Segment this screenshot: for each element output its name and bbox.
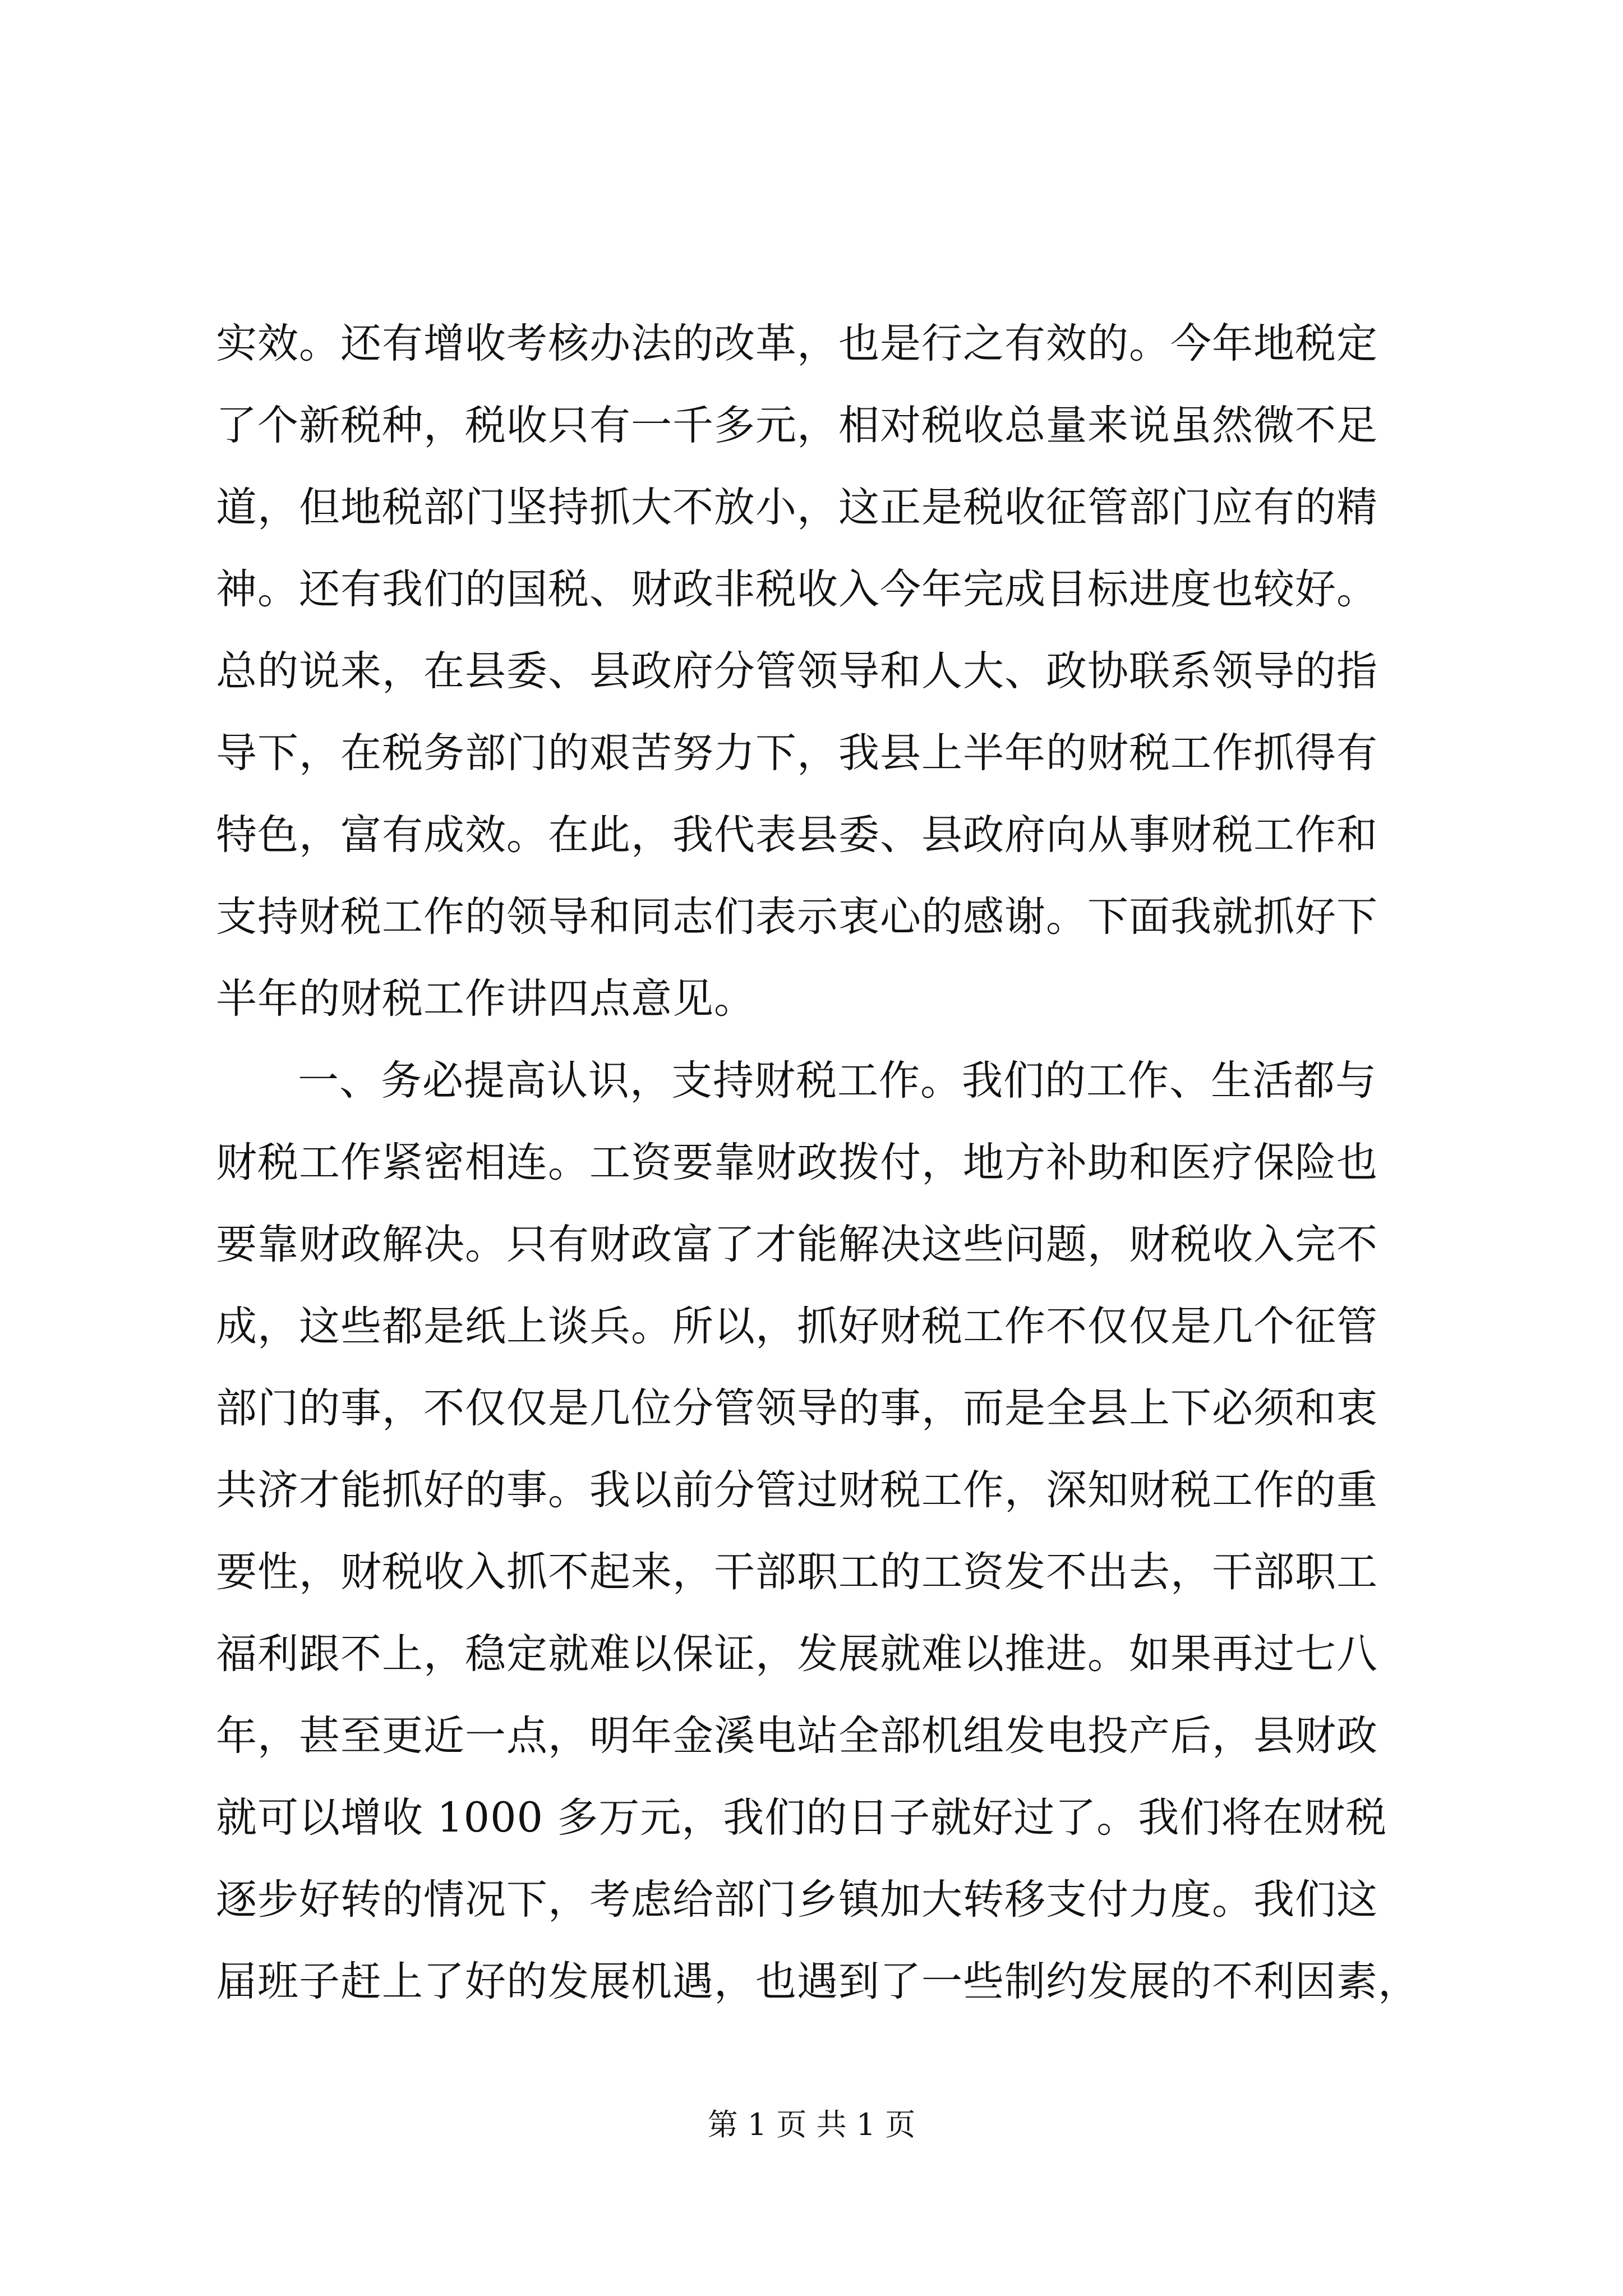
text-line: 道，但地税部门坚持抓大不放小，这正是税收征管部门应有的精 xyxy=(216,484,1378,531)
text-line: 届班子赶上了好的发展机遇，也遇到了一些制约发展的不利因素， xyxy=(216,1958,1419,2005)
text-line: 神。还有我们的国税、财政非税收入今年完成目标进度也较好。 xyxy=(216,565,1378,613)
text-line: 部门的事，不仅仅是几位分管领导的事，而是全县上下必须和衷 xyxy=(216,1384,1378,1432)
text-line: 半年的财税工作讲四点意见。 xyxy=(216,975,755,1023)
text-line: 就可以增收 1000 多万元，我们的日子就好过了。我们将在财税 xyxy=(216,1794,1387,1842)
text-line: 特色，富有成效。在此，我代表县委、县政府向从事财税工作和 xyxy=(216,811,1378,859)
text-line: 年，甚至更近一点，明年金溪电站全部机组发电投产后，县财政 xyxy=(216,1712,1378,1760)
text-line: 共济才能抓好的事。我以前分管过财税工作，深知财税工作的重 xyxy=(216,1466,1378,1514)
text-line: 福利跟不上，稳定就难以保证，发展就难以推进。如果再过七八 xyxy=(216,1630,1378,1678)
text-line: 支持财税工作的领导和同志们表示衷心的感谢。下面我就抓好下 xyxy=(216,893,1378,941)
text-line: 成，这些都是纸上谈兵。所以，抓好财税工作不仅仅是几个征管 xyxy=(216,1303,1378,1350)
body-text xyxy=(216,303,1419,2023)
text-line: 逐步好转的情况下，考虑给部门乡镇加大转移支付力度。我们这 xyxy=(216,1876,1378,1924)
text-line: 了个新税种，税收只有一千多元，相对税收总量来说虽然微不足 xyxy=(216,402,1378,449)
text-line: 要性，财税收入抓不起来，干部职工的工资发不出去，干部职工 xyxy=(216,1548,1378,1596)
page-footer: 第 1 页 共 1 页 xyxy=(707,2107,916,2142)
text-line: 导下，在税务部门的艰苦努力下，我县上半年的财税工作抓得有 xyxy=(216,729,1378,777)
text-line: 实效。还有增收考核办法的改革，也是行之有效的。今年地税定 xyxy=(216,320,1378,367)
text-line: 要靠财政解决。只有财政富了才能解决这些问题，财税收入完不 xyxy=(216,1221,1378,1268)
text-line: 总的说来，在县委、县政府分管领导和人大、政协联系领导的指 xyxy=(216,647,1378,695)
paragraph-start-line: 一、务必提高认识，支持财税工作。我们的工作、生活都与 xyxy=(298,1057,1377,1105)
text-line: 财税工作紧密相连。工资要靠财政拨付，地方补助和医疗保险也 xyxy=(216,1139,1378,1186)
